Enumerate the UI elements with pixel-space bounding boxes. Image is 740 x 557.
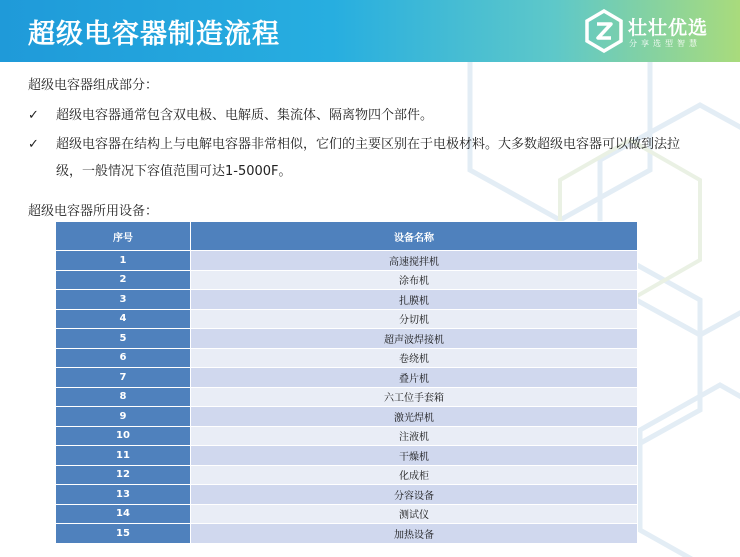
table-header-row [56,222,638,251]
table-row [56,329,638,349]
row-index: 14 [56,504,191,524]
row-index: 1 [56,251,191,271]
row-index: 13 [56,485,191,505]
logo-tagline: 分享选型智慧 [629,39,701,48]
table-row [56,465,638,485]
equipment-name: 六工位手套箱 [191,387,638,407]
table-row [56,485,638,505]
bullet-text: 超级电容器通常包含双电极、电解质、集流体、隔离物四个部件。 [56,108,434,123]
row-index: 7 [56,368,191,388]
bullet-text: 超级电容器在结构上与电解电容器非常相似，它们的主要区别在于电极材料。大多数超级电容器可以做到法拉级，一般情况下容值范围可达1-5000F。 [56,137,681,179]
equipment-name: 测试仪 [191,504,638,524]
page-title: 超级电容器制造流程 [28,19,280,50]
row-index: 3 [56,290,191,310]
equipment-name: 扎膜机 [191,290,638,310]
composition-heading: 超级电容器组成部分： [28,78,159,93]
row-index: 6 [56,348,191,368]
equipment-name: 加热设备 [191,524,638,544]
equipment-heading: 超级电容器所用设备： [28,204,159,219]
row-index: 11 [56,446,191,466]
row-index: 4 [56,309,191,329]
table-row [56,446,638,466]
equipment-name: 分切机 [191,309,638,329]
logo-name: 壮壮优选 [628,17,709,39]
equipment-name: 激光焊机 [191,407,638,427]
table-row [56,504,638,524]
equipment-name: 分容设备 [191,485,638,505]
table-row [56,426,638,446]
table-row [56,309,638,329]
row-index: 2 [56,270,191,290]
table-row [56,290,638,310]
equipment-table [55,221,638,544]
table-row [56,251,638,271]
table-row [56,524,638,544]
table-row [56,407,638,427]
table-row [56,387,638,407]
row-index: 5 [56,329,191,349]
row-index: 8 [56,387,191,407]
equipment-name: 叠片机 [191,368,638,388]
table-row [56,348,638,368]
check-icon: ✓ [28,108,39,123]
row-index: 9 [56,407,191,427]
column-header-index: 序号 [56,222,191,251]
row-index: 12 [56,465,191,485]
check-icon: ✓ [28,137,39,152]
column-header-equipment: 设备名称 [191,222,638,251]
equipment-name: 干燥机 [191,446,638,466]
equipment-name: 注液机 [191,426,638,446]
equipment-name: 卷绕机 [191,348,638,368]
table-row [56,270,638,290]
equipment-name: 超声波焊接机 [191,329,638,349]
equipment-name: 涂布机 [191,270,638,290]
table-row [56,368,638,388]
row-index: 10 [56,426,191,446]
equipment-name: 化成柜 [191,465,638,485]
row-index: 15 [56,524,191,544]
equipment-name: 高速搅拌机 [191,251,638,271]
